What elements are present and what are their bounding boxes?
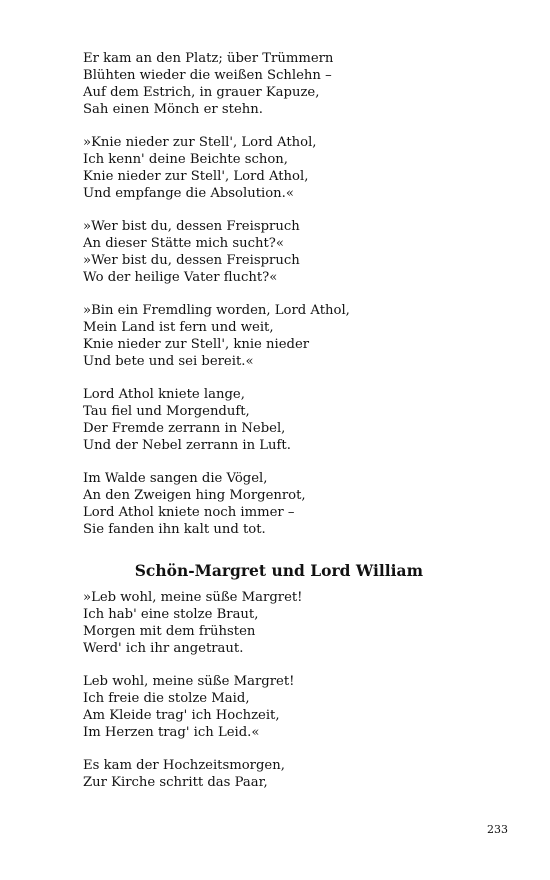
verse-line: Im Walde sangen die Vögel, (83, 471, 268, 486)
stanza (83, 134, 503, 202)
verse-line: Am Kleide trag' ich Hochzeit, (83, 708, 280, 723)
stanza (83, 673, 503, 741)
verse-line: Im Herzen trag' ich Leid.« (83, 725, 260, 740)
verse-line: »Knie nieder zur Stell', Lord Athol, (83, 135, 317, 150)
verse-line: »Bin ein Fremdling worden, Lord Athol, (83, 303, 350, 318)
page-number: 233 (487, 823, 508, 836)
verse-line: Ich freie die stolze Maid, (83, 691, 250, 706)
verse-line: Zur Kirche schritt das Paar, (83, 775, 268, 790)
verse-line: Sie fanden ihn kalt und tot. (83, 522, 266, 537)
verse-line: Er kam an den Platz; über Trümmern (83, 51, 334, 66)
verse-line: Knie nieder zur Stell', knie nieder (83, 337, 310, 352)
verse-line: »Wer bist du, dessen Freispruch (83, 219, 300, 234)
verse-line: An dieser Stätte mich sucht?« (83, 236, 284, 251)
verse-line: Es kam der Hochzeitsmorgen, (83, 758, 285, 773)
verse-line: »Leb wohl, meine süße Margret! (83, 590, 303, 605)
verse-line: Lord Athol kniete lange, (83, 387, 245, 402)
verse-line: Sah einen Mönch er stehn. (83, 102, 263, 117)
stanza (83, 386, 503, 454)
poem-body (83, 589, 503, 791)
verse-line: An den Zweigen hing Morgenrot, (83, 488, 306, 503)
verse-line: Tau fiel und Morgenduft, (83, 404, 250, 419)
stanza (83, 589, 503, 657)
verse-line: Morgen mit dem frühsten (83, 624, 256, 639)
verse-line: Knie nieder zur Stell', Lord Athol, (83, 169, 309, 184)
stanza (83, 50, 503, 118)
verse-line: Mein Land ist fern und weit, (83, 320, 274, 335)
verse-line: »Wer bist du, dessen Freispruch (83, 253, 300, 268)
verse-line: Leb wohl, meine süße Margret! (83, 674, 295, 689)
verse-line: Lord Athol kniete noch immer – (83, 505, 295, 520)
verse-line: Ich hab' eine stolze Braut, (83, 607, 259, 622)
verse-line: Und bete und sei bereit.« (83, 354, 254, 369)
stanza (83, 757, 503, 791)
stanza (83, 470, 503, 538)
verse-line: Wo der heilige Vater flucht?« (83, 270, 278, 285)
verse-line: Und der Nebel zerrann in Luft. (83, 438, 291, 453)
poem-continuation (83, 50, 503, 538)
verse-line: Ich kenn' deine Beichte schon, (83, 152, 288, 167)
stanza (83, 302, 503, 370)
poem-title: Schön-Margret und Lord William (134, 561, 423, 580)
verse-line: Blühten wieder die weißen Schlehn – (83, 68, 332, 83)
verse-line: Auf dem Estrich, in grauer Kapuze, (83, 85, 320, 100)
stanza (83, 218, 503, 286)
verse-line: Und empfange die Absolution.« (83, 186, 294, 201)
verse-line: Der Fremde zerrann in Nebel, (83, 421, 286, 436)
verse-line: Werd' ich ihr angetraut. (83, 641, 244, 656)
